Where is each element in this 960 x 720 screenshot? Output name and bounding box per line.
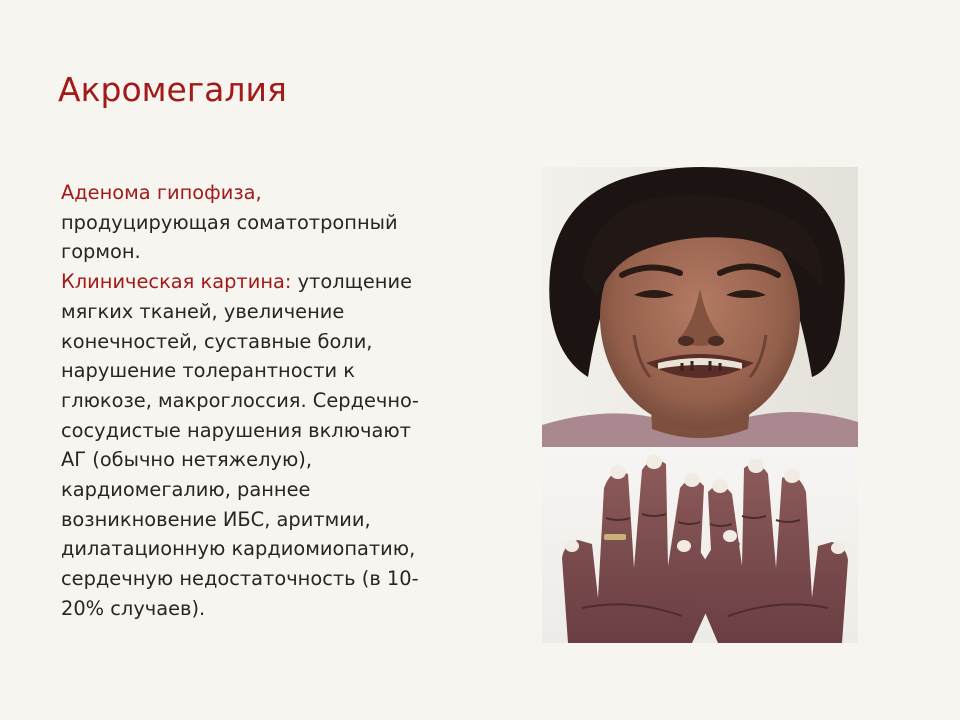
body-text-span: мягких тканей, увеличение [61, 299, 345, 323]
body-text-line [61, 594, 481, 624]
accent-text: Аденома гипофиза, [61, 181, 262, 204]
body-text-span: глюкозе, макроглоссия. Сердечно- [61, 388, 419, 412]
body-text-span: дилатационную кардиомиопатию, [61, 537, 416, 561]
body-text-line [61, 475, 481, 505]
body-text-span: продуцирующая соматотропный [61, 210, 398, 234]
body-text-line [61, 534, 481, 564]
accent-text: Клиническая картина: [61, 270, 292, 294]
body-text-line [61, 237, 481, 267]
body-text-line [61, 416, 481, 446]
body-text-line [61, 327, 481, 357]
body-text-span: 20% случаев). [61, 596, 206, 620]
body-text-line [61, 356, 481, 386]
slide-body-text [61, 178, 481, 624]
body-text-line [61, 564, 481, 594]
patient-face-photo [542, 167, 858, 447]
body-text-line [61, 208, 481, 238]
slide-title: Акромегалия [58, 70, 287, 109]
body-text-span: нарушение толерантности к [61, 359, 356, 383]
body-text-line [61, 505, 481, 535]
body-text-span: сердечную недостаточность (в 10- [61, 567, 419, 591]
body-text-span: конечностей, суставные боли, [61, 329, 373, 353]
body-text-span: гормон. [61, 240, 141, 264]
body-text-line [61, 178, 481, 208]
body-text-span: АГ (обычно нетяжелую), [61, 448, 312, 472]
body-text-span: сосудистые нарушения включают [61, 418, 411, 442]
body-text-line [61, 297, 481, 327]
patient-hands-photo [542, 448, 858, 643]
body-text-line [61, 386, 481, 416]
body-text-span: кардиомегалию, раннее [61, 478, 311, 502]
body-text-span: возникновение ИБС, аритмии, [61, 507, 371, 531]
body-text-line [61, 267, 481, 297]
body-text-line [61, 445, 481, 475]
body-text-span: утолщение [291, 270, 413, 294]
